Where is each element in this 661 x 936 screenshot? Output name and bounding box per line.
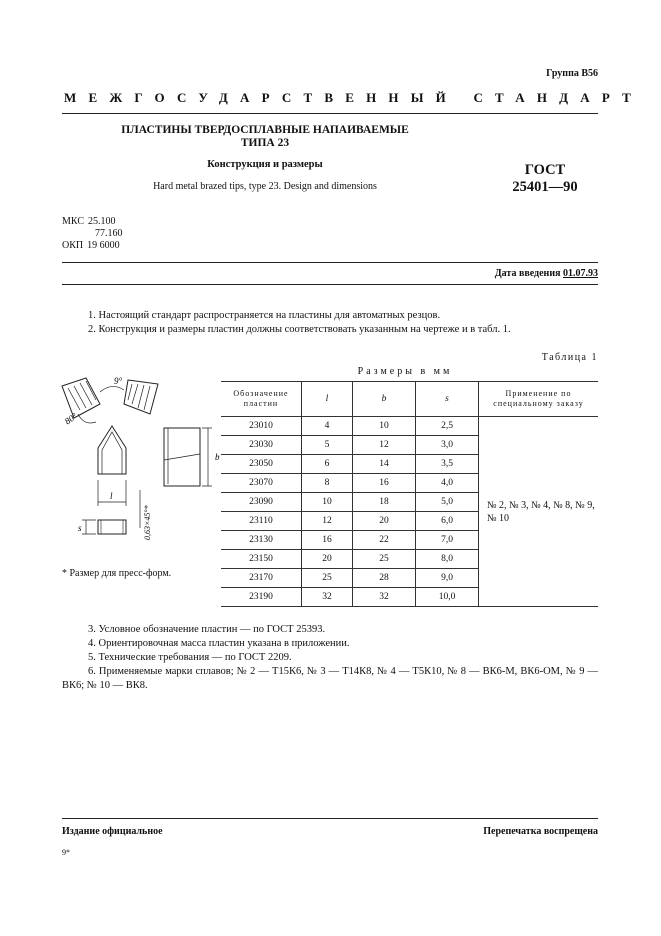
cell-code: 23010: [221, 417, 302, 436]
dim-l-label: l: [110, 491, 113, 501]
cell-s: 4,0: [416, 474, 479, 493]
page-number: 9*: [62, 848, 70, 857]
date-label: Дата введения: [494, 268, 561, 279]
paragraph-3: 3. Условное обозначение пластин — по ГОСТ 25393.: [88, 624, 326, 635]
cell-l: 25: [302, 569, 353, 588]
standard-banner: МЕЖГОСУДАРСТВЕННЫЙ СТАНДАРТ: [64, 90, 644, 105]
paragraph-2: 2. Конструкция и размеры пластин должны соответствовать указанным на чертеже и в табл. 1.: [88, 324, 511, 335]
chamfer-label: 0,63×45°*: [143, 505, 152, 540]
mks-value-1: 25.100: [87, 216, 116, 227]
header-application: Применение по специальному заказу: [479, 382, 599, 417]
cell-code: 23070: [221, 474, 302, 493]
dimensions-table: [221, 381, 598, 607]
cell-b: 25: [353, 550, 416, 569]
dim-b-line: [202, 428, 212, 486]
table-caption: Таблица 1: [541, 352, 598, 363]
paragraph-6: 6. Применяемые марки сплавов; № 2 — Т15К6, № 3 — Т14К8, № 4 — Т5К10, № 8 — ВК6-М, ВК6-ОМ, № 9 — ВК6; № 10 — ВК8.: [62, 666, 598, 691]
date-rule: [62, 284, 598, 285]
tip-drawing: [58, 370, 220, 566]
cell-application: № 2, № 3, № 4, № 8, № 9, № 10: [479, 417, 599, 607]
document-subtitle: Конструкция и размеры: [207, 159, 323, 170]
date-value: 01.07.93: [563, 268, 598, 279]
cell-b: 20: [353, 512, 416, 531]
paragraph-4: 4. Ориентировочная масса пластин указана в приложении.: [88, 638, 350, 649]
cell-code: 23110: [221, 512, 302, 531]
cell-code: 23090: [221, 493, 302, 512]
cell-s: 7,0: [416, 531, 479, 550]
cell-l: 32: [302, 588, 353, 607]
english-title: Hard metal brazed tips, type 23. Design and dimensions: [153, 181, 377, 192]
footer-rule: [62, 818, 598, 819]
angle-label-9: 9°: [114, 376, 123, 386]
cell-l: 10: [302, 493, 353, 512]
dim-s-line: [82, 520, 96, 534]
title-line-2: ТИПА 23: [240, 137, 290, 149]
cell-b: 12: [353, 436, 416, 455]
bottom-view-chamfer: [101, 520, 123, 534]
cell-b: 16: [353, 474, 416, 493]
left-holder-outline: [62, 378, 100, 418]
cell-code: 23030: [221, 436, 302, 455]
cell-b: 18: [353, 493, 416, 512]
cell-b: 10: [353, 417, 416, 436]
effective-date: [440, 268, 598, 279]
cell-s: 8,0: [416, 550, 479, 569]
cell-l: 4: [302, 417, 353, 436]
cell-s: 5,0: [416, 493, 479, 512]
cell-code: 23190: [221, 588, 302, 607]
group-code: Группа В56: [546, 68, 598, 79]
cell-s: 3,0: [416, 436, 479, 455]
paragraph-1: 1. Настоящий стандарт распространяется на пластины для автоматных резцов.: [88, 310, 441, 321]
cell-code: 23130: [221, 531, 302, 550]
right-holder-hatching: [128, 384, 150, 410]
cell-l: 12: [302, 512, 353, 531]
okp-label: ОКП: [62, 240, 84, 251]
cell-s: 2,5: [416, 417, 479, 436]
cell-b: 28: [353, 569, 416, 588]
table-header-row: [221, 382, 598, 417]
cell-s: 10,0: [416, 588, 479, 607]
cell-l: 6: [302, 455, 353, 474]
classification-codes: [62, 216, 123, 252]
footer-reprint: Перепечатка воспрещена: [483, 826, 598, 837]
dim-b-label: b: [215, 452, 220, 462]
bottom-view-outline: [98, 520, 126, 534]
cell-b: 14: [353, 455, 416, 474]
cell-code: 23050: [221, 455, 302, 474]
okp-value: 19 6000: [87, 240, 120, 251]
angle-label-80: 80°: [62, 410, 79, 427]
gost-designation: [490, 162, 600, 196]
cell-l: 20: [302, 550, 353, 569]
mks-value-2: 77.160: [95, 228, 123, 239]
table-units: Размеры в мм: [357, 366, 453, 377]
cell-s: 3,5: [416, 455, 479, 474]
mks-label: МКС: [62, 216, 84, 227]
header-l: l: [302, 382, 353, 417]
cell-l: 5: [302, 436, 353, 455]
footer-official: Издание официальное: [62, 826, 163, 837]
cell-b: 22: [353, 531, 416, 550]
cell-code: 23170: [221, 569, 302, 588]
paragraph-5: 5. Технические требования — по ГОСТ 2209.: [88, 652, 292, 663]
table-row: [221, 417, 598, 436]
header-s: s: [416, 382, 479, 417]
cell-l: 8: [302, 474, 353, 493]
angle-arc-9: [100, 386, 124, 392]
side-view-step: [164, 454, 200, 460]
gost-label: ГОСТ: [524, 162, 566, 178]
cell-b: 32: [353, 588, 416, 607]
footnote: * Размер для пресс-форм.: [62, 568, 172, 579]
codes-rule: [62, 262, 598, 263]
document-title: [95, 124, 435, 150]
header-designation: Обозначение пластин: [221, 382, 302, 417]
left-holder-hatching: [68, 381, 96, 410]
angle-arc-80: [78, 414, 96, 423]
gost-number: 25401—90: [512, 179, 578, 195]
cell-l: 16: [302, 531, 353, 550]
cell-code: 23150: [221, 550, 302, 569]
dim-s-label: s: [78, 523, 82, 533]
title-line-1: ПЛАСТИНЫ ТВЕРДОСПЛАВНЫЕ НАПАИВАЕМЫЕ: [121, 124, 409, 136]
banner-rule: [62, 113, 598, 114]
header-b: b: [353, 382, 416, 417]
cell-s: 9,0: [416, 569, 479, 588]
cell-s: 6,0: [416, 512, 479, 531]
front-view-inner: [102, 432, 122, 474]
